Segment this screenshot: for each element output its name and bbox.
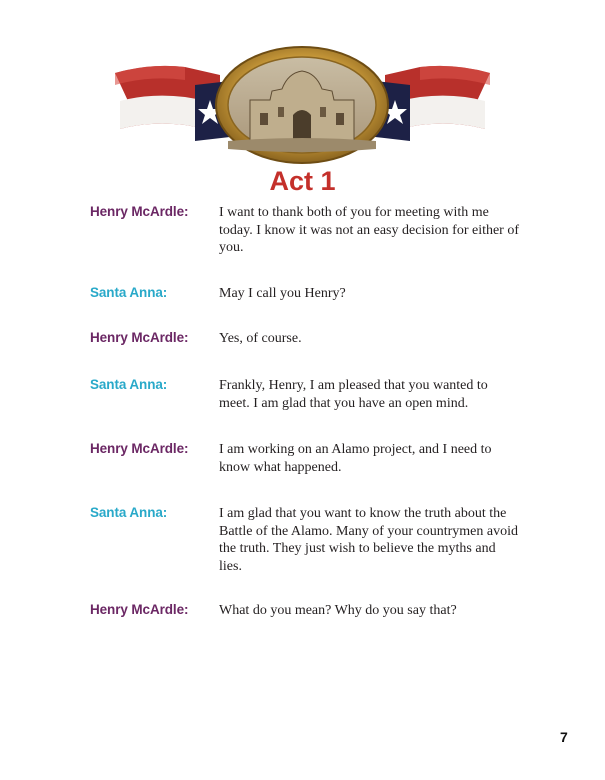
dialogue-text: Frankly, Henry, I am pleased that you wanted to meet. I am glad that you have an open mind. bbox=[219, 378, 488, 411]
dialogue-text: May I call you Henry? bbox=[219, 286, 346, 301]
page-number: 7 bbox=[560, 729, 568, 745]
speaker-name: Henry McArdle: bbox=[90, 204, 189, 219]
speaker-name: Henry McArdle: bbox=[90, 441, 189, 456]
dialogue-text: Yes, of course. bbox=[219, 331, 302, 346]
speaker-name: Santa Anna: bbox=[90, 285, 168, 300]
speaker-name: Henry McArdle: bbox=[90, 330, 189, 345]
act-heading: Act 1 bbox=[269, 166, 336, 196]
dialogue-text: I am working on an Alamo project, and I need to know what happened. bbox=[219, 442, 492, 475]
speaker-name: Henry McArdle: bbox=[90, 602, 189, 617]
dialogue-text: I am glad that you want to know the truth about the Battle of the Alamo. Many of your countrymen avoid the truth. They just wish to believe the myths and lies. bbox=[219, 506, 518, 574]
dialogue-text: I want to thank both of you for meeting with me today. I know it was not an easy decision for either of you. bbox=[219, 205, 520, 255]
speaker-name: Santa Anna: bbox=[90, 377, 168, 392]
speaker-name: Santa Anna: bbox=[90, 505, 168, 520]
dialogue-text: What do you mean? Why do you say that? bbox=[219, 603, 457, 618]
